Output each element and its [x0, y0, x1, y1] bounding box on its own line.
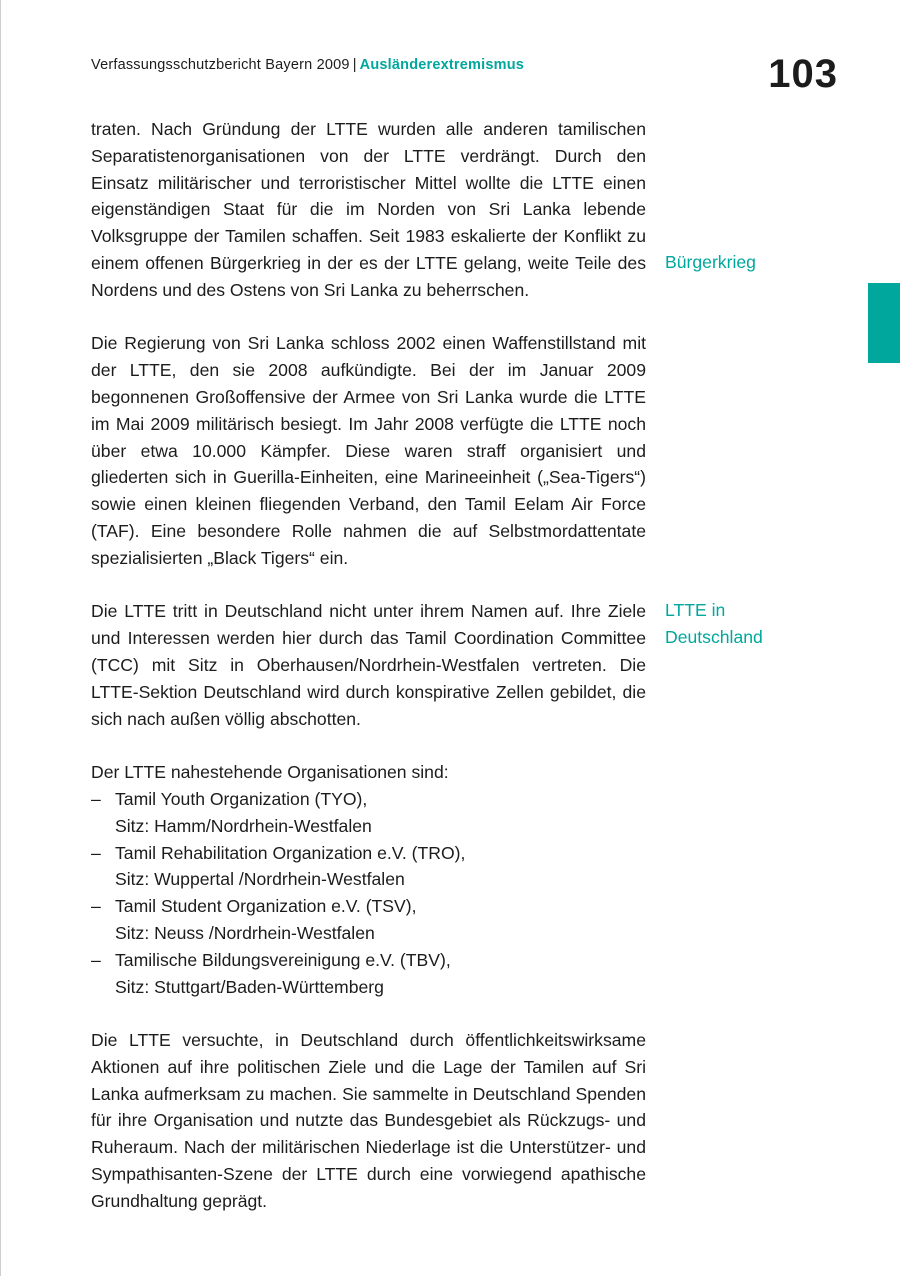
- organizations-list: [91, 786, 646, 1000]
- margin-note-text-line-1: LTTE in: [665, 600, 726, 620]
- organization-seat: Sitz: Hamm/Nordrhein-Westfalen: [115, 815, 372, 836]
- paragraph-ltte-in-germany: Die LTTE tritt in Deutschland nicht unter ihrem Namen auf. Ihre Ziele und Interessen werden hier durch das Tamil Coordination Committee (TCC) mit Sitz in Oberhausen/Nordrhein-Westfalen vertreten. Die LTTE-Sektion Deutschland wird durch konspirative Zellen gebildet, die sich nach außen völlig abschotten.: [91, 601, 646, 729]
- organization-seat: Sitz: Stuttgart/Baden-Württemberg: [115, 976, 384, 997]
- list-item: [91, 786, 646, 840]
- paragraph-ltte-activities: Die LTTE versuchte, in Deutschland durch öffentlichkeitswirksame Aktionen auf ihre politischen Ziele und die Lage der Tamilen auf Sri Lanka aufmerksam zu machen. Sie sammelte in Deutschland Spenden für ihre Organisation und nutzte das Bundesgebiet als Rückzugs- und Ruheraum. Nach der militärischen Niederlage ist die Unterstützer- und Sympathisanten-Szene der LTTE durch eine vorwiegend apathische Grundhaltung geprägt.: [91, 1030, 646, 1211]
- dash-bullet: –: [91, 842, 101, 863]
- dash-bullet: –: [91, 896, 101, 917]
- paragraph-ltte-origins: traten. Nach Gründung der LTTE wurden alle anderen tamilischen Separatistenorganisationen von der LTTE verdrängt. Durch den Einsatz militärischer und terroristischer Mittel wollte die LTTE einen eigenständigen Staat für die im Norden von Sri Lanka lebende Volksgruppe der Tamilen schaffen. Seit 1983 eskalierte der Konflikt zu einem offenen Bürgerkrieg in der es der LTTE gelang, weite Teile des Nordens und des Ostens von Sri Lanka zu beherrschen.: [91, 119, 646, 300]
- margin-note-ltte-in-deutschland: [665, 597, 835, 651]
- organization-seat: Sitz: Wuppertal /Nordrhein-Westfalen: [115, 869, 405, 890]
- organization-name: Tamil Youth Organization (TYO),: [115, 788, 368, 809]
- organization-name: Tamil Rehabilitation Organization e.V. (TRO),: [115, 842, 466, 863]
- header-separator: |: [352, 57, 357, 73]
- page-edge-rule: [0, 0, 1, 1276]
- organization-name: Tamilische Bildungsvereinigung e.V. (TBV),: [115, 949, 451, 970]
- list-item: [91, 893, 646, 947]
- publication-title: Verfassungsschutzbericht Bayern 2009: [91, 57, 350, 73]
- section-title: Ausländerextremismus: [359, 57, 525, 73]
- chapter-tab-marker: [868, 283, 900, 363]
- list-item: [91, 840, 646, 894]
- page-number: 103: [768, 52, 838, 96]
- organization-name: Tamil Student Organization e.V. (TSV),: [115, 896, 417, 917]
- dash-bullet: –: [91, 949, 101, 970]
- organization-seat: Sitz: Neuss /Nordrhein-Westfalen: [115, 922, 375, 943]
- list-item: [91, 947, 646, 1001]
- body-text-column: [91, 116, 646, 1241]
- margin-note-text-line-2: Deutschland: [665, 626, 763, 647]
- paragraph-ceasefire-defeat: Die Regierung von Sri Lanka schloss 2002 einen Waffenstillstand mit der LTTE, den sie 2008 aufkündigte. Bei der im Januar 2009 begonnenen Großoffensive der Armee von Sri Lanka wurde die LTTE im Mai 2009 militärisch besiegt. Im Jahr 2008 verfügte die LTTE noch über etwa 10.000 Kämpfer. Diese waren straff organisiert und gliederten sich in Guerilla-Einheiten, eine Marineeinheit („Sea-Tigers“) sowie einen kleinen fliegenden Verband, den Tamil Eelam Air Force (TAF). Eine besondere Rolle nahmen die auf Selbstmordattentate spezialisierten „Black Tigers“ ein.: [91, 333, 646, 568]
- dash-bullet: –: [91, 788, 101, 809]
- margin-note-text: Bürgerkrieg: [665, 252, 756, 272]
- list-intro: Der LTTE nahestehende Organisationen sind:: [91, 762, 449, 783]
- running-header: [91, 57, 524, 73]
- margin-note-buergerkrieg: [665, 249, 835, 276]
